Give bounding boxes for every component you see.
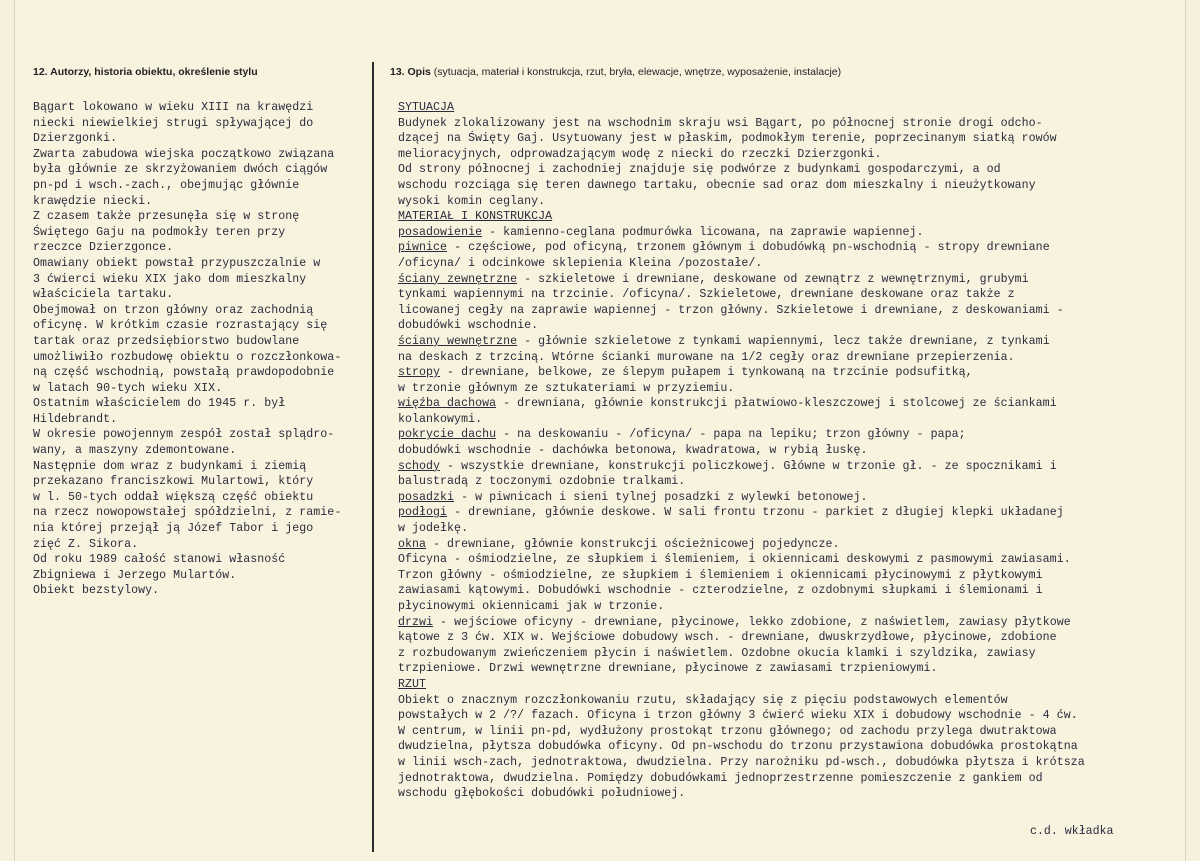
description-line	[398, 755, 1085, 771]
description-text: W centrum, w linii pn-pd, wydłużony prostokąt trzonu głównego; od zachodu przylega dwutraktowa	[398, 724, 1057, 738]
description-text: powstałych w 2 /?/ fazach. Oficyna i trzon główny 3 ćwierć wieku XIX i dobudowy wschodnie - 4 ćw.	[398, 709, 1078, 723]
description-text: w jodełkę.	[398, 522, 469, 536]
description-line	[398, 474, 1085, 490]
description-text: balustradą z toczonymi ozdobnie tralkami.	[398, 475, 686, 489]
description-line	[398, 724, 1085, 740]
description-line	[398, 739, 1085, 755]
history-line: rzeczce Dzierzgonce.	[33, 241, 174, 255]
description-line	[398, 537, 1085, 553]
description-text: - częściowe, pod oficyną, trzonem głównym i dobudówką pn-wschodnią - stropy drewniane	[447, 241, 1050, 255]
description-text: wschodu rozciąga się teren dawnego tartaku, obecnie sad oraz dom mieszkalny i nieużytkowany	[398, 178, 1036, 192]
section-keyword: RZUT	[398, 677, 427, 691]
description-text: licowanej cegły na zaprawie wapiennej - trzon główny. Szkieletowe i drewniane, z deskowaniami -	[398, 303, 1064, 317]
section-keyword: ściany wewnętrzne	[398, 334, 518, 348]
description-line	[398, 459, 1085, 475]
description-line	[398, 490, 1085, 506]
history-line: w latach 90-tych wieku XIX.	[33, 381, 223, 395]
description-line	[398, 272, 1085, 288]
description-text: dwudzielna, płytsza dobudówka oficyny. Od pn-wschodu do trzonu przystawiona dobudówka prostokątna	[398, 740, 1078, 754]
description-line	[398, 396, 1085, 412]
description-text: na deskach z trzciną. Wtórne ścianki murowane na 1/2 cegły oraz drewniane przepierzenia.	[398, 350, 1015, 364]
section-13-title: 13. Opis	[390, 66, 431, 78]
history-line: Hildebrandt.	[33, 412, 118, 426]
history-line: 3 ćwierci wieku XIX jako dom mieszkalny	[33, 272, 307, 286]
description-text: - na deskowaniu - /oficyna/ - papa na lepiku; trzon główny - papa;	[496, 428, 966, 442]
description-text: dzącej na Święty Gaj. Usytuowany jest w płaskim, podmokłym terenie, poprzecinanym siatką rowów	[398, 132, 1057, 146]
description-line	[398, 100, 1085, 116]
description-line	[398, 427, 1085, 443]
description-line	[398, 552, 1085, 568]
section-13-subtitle: (sytuacja, materiał i konstrukcja, rzut, bryła, elewacje, wnętrze, wyposażenie, instalacje)	[433, 66, 842, 78]
description-line	[398, 630, 1085, 646]
description-text: z rozbudowanym zwieńczeniem płycin i naświetlem. Ozdobne okucia klamki i szyldzika, zawiasy	[398, 646, 1036, 660]
description-text: - kamienno-ceglana podmurówka licowana, na zaprawie wapiennej.	[482, 225, 924, 239]
section-keyword: więźba dachowa	[398, 397, 497, 411]
description-line	[398, 116, 1085, 132]
description-line	[398, 443, 1085, 459]
history-line: umożliwiło rozbudowę obiektu o rozczłonkowa-	[33, 350, 342, 364]
description-line	[398, 225, 1085, 241]
description-line	[398, 677, 1085, 693]
description-line	[398, 599, 1085, 615]
description-text: - głównie szkieletowe z tynkami wapiennymi, lecz także drewniane, z tynkami	[517, 334, 1050, 348]
history-line: właściciela tartaku.	[33, 288, 174, 302]
history-line: zięć Z. Sikora.	[33, 537, 139, 551]
description-line	[398, 365, 1085, 381]
section-keyword: okna	[398, 537, 427, 551]
history-line: przekazano franciszkowi Mulartowi, który	[33, 475, 314, 489]
section-keyword: MATERIAŁ I KONSTRUKCJA	[398, 210, 553, 224]
description-text: trzpieniowe. Drzwi wewnętrzne drewniane, płycinowe z zawiasami trzpieniowymi.	[398, 662, 938, 676]
description-text: Od strony północnej i zachodniej znajduje się podwórze z budynkami gospodarczymi, a od	[398, 163, 1001, 177]
history-line: Z czasem także przesunęła się w stronę	[33, 210, 300, 224]
section-12-header: 12. Autorzy, historia obiektu, określenie stylu	[33, 66, 258, 78]
section-keyword: piwnice	[398, 241, 448, 255]
history-line: Bągart lokowano w wieku XIII na krawędzi	[33, 101, 314, 114]
description-line	[398, 521, 1085, 537]
description-text: Trzon główny - ośmiodzielne, ze słupkiem i ślemieniem i okiennicami płycinowymi z płytkowymi	[398, 568, 1043, 582]
description-text: /oficyna/ i odcinkowe sklepienia Kleina /pozostałe/.	[398, 256, 763, 270]
history-line: Zbigniewa i Jerzego Mulartów.	[33, 568, 237, 582]
history-line: wany, a maszyny zdemontowane.	[33, 444, 237, 458]
section-13-header	[390, 66, 841, 78]
description-line	[398, 708, 1085, 724]
history-line: Od roku 1989 całość stanowi własność	[33, 553, 286, 567]
history-line: była głównie ze skrzyżowaniem dwóch ciągów	[33, 163, 328, 177]
history-line: Następnie dom wraz z budynkami i ziemią	[33, 459, 307, 473]
section-keyword: ściany zewnętrzne	[398, 272, 518, 286]
description-text: - drewniana, głównie konstrukcji płatwiowo-kleszczowej i stolcowej ze ściankami	[496, 397, 1057, 411]
description-line	[398, 256, 1085, 272]
history-line: Zwarta zabudowa wiejska początkowo związana	[33, 147, 335, 161]
description-text: kątowe z 3 ćw. XIX w. Wejściowe dobudowy wsch. - drewniane, dwuskrzydłowe, płycinowe, zdobione	[398, 631, 1057, 645]
description-line	[398, 178, 1085, 194]
description-text: Obiekt o znacznym rozczłonkowaniu rzutu, składający się z pięciu podstawowych elementów	[398, 693, 1008, 707]
description-text: kolankowymi.	[398, 412, 483, 426]
description-line	[398, 615, 1085, 631]
description-text: - wszystkie drewniane, konstrukcji policzkowej. Główne w trzonie gł. - ze spocznikami i	[440, 459, 1057, 473]
description-line	[398, 583, 1085, 599]
history-line: niecki niewielkiej strugi spływającej do	[33, 116, 314, 130]
description-text: Oficyna - ośmiodzielne, ze słupkiem i ślemieniem, i okiennicami deskowymi z pasmowymi zawiasami.	[398, 553, 1071, 567]
description-line	[398, 646, 1085, 662]
section-keyword: SYTUACJA	[398, 101, 455, 114]
description-line	[398, 194, 1085, 210]
description-text: - w piwnicach i sieni tylnej posadzki z wylewki betonowej.	[454, 490, 868, 504]
history-line: tartak oraz przedsiębiorstwo budowlane	[33, 334, 300, 348]
description-text: - drewniane, głównie konstrukcji ościeżnicowej pojedyncze.	[426, 537, 840, 551]
section-keyword: schody	[398, 459, 441, 473]
section-keyword: drzwi	[398, 615, 434, 629]
description-line	[398, 131, 1085, 147]
description-text: jednotraktowa, dwudzielna. Pomiędzy dobudówkami jednoprzestrzenne pomieszczenie z gankiem od	[398, 771, 1043, 785]
description-line	[398, 693, 1085, 709]
description-text: - drewniane, belkowe, ze ślepym pułapem i tynkowaną na trzcinie podsufitką,	[440, 366, 973, 380]
description-line	[398, 381, 1085, 397]
history-line: Omawiany obiekt powstał przypuszczalnie w	[33, 256, 321, 270]
description-line	[398, 412, 1085, 428]
description-line	[398, 209, 1085, 225]
description-text: Budynek zlokalizowany jest na wschodnim skraju wsi Bągart, po północnej stronie drogi odcho-	[398, 116, 1043, 130]
description-line	[398, 162, 1085, 178]
section-keyword: stropy	[398, 366, 441, 380]
section-keyword: posadzki	[398, 490, 455, 504]
history-line: Dzierzgonki.	[33, 132, 118, 146]
description-text: zawiasami kątowymi. Dobudówki wschodnie - czterodzielne, z ozdobnymi słupkami i ślemionami i	[398, 584, 1043, 598]
description-text: dobudówki wschodnie - dachówka betonowa, kwadratowa, w rybią łuskę.	[398, 444, 868, 458]
description-text-column	[398, 100, 1085, 802]
history-line: W okresie powojennym zespół został splądro-	[33, 428, 335, 442]
description-line	[398, 568, 1085, 584]
description-line	[398, 303, 1085, 319]
history-line: Ostatnim właścicielem do 1945 r. był	[33, 397, 286, 411]
description-text: - wejściowe oficyny - drewniane, płycinowe, lekko zdobione, z naświetlem, zawiasy płytkowe	[433, 615, 1071, 629]
description-line	[398, 240, 1085, 256]
description-text: - drewniane, głównie deskowe. W sali frontu trzonu - parkiet z długiej klepki układanej	[447, 506, 1064, 520]
description-line	[398, 661, 1085, 677]
description-line	[398, 334, 1085, 350]
description-line	[398, 147, 1085, 163]
history-line: w l. 50-tych oddał większą część obiektu	[33, 490, 314, 504]
description-text: wschodu głębokości dobudówki południowej.	[398, 787, 686, 801]
history-line: nia której przejął ją Józef Tabor i jego	[33, 522, 314, 536]
description-text: dobudówki wschodnie.	[398, 319, 539, 333]
section-keyword: posadowienie	[398, 225, 483, 239]
history-line: pn-pd i wsch.-zach., obejmując głównie	[33, 178, 300, 192]
description-line	[398, 505, 1085, 521]
description-line	[398, 318, 1085, 334]
description-text: w linii wsch-zach, jednotraktowa, dwudzielna. Przy narożniku pd-wsch., dobudówka płytsza i krótsza	[398, 755, 1085, 769]
description-text: - szkieletowe i drewniane, deskowane od zewnątrz z wewnętrznymi, grubymi	[517, 272, 1029, 286]
description-line	[398, 350, 1085, 366]
history-line: oficynę. W krótkim czasie rozrastający się	[33, 319, 328, 333]
description-text: melioracyjnych, odprowadzającym wodę z niecki do rzeczki Dzierzgonki.	[398, 147, 882, 161]
history-text-column	[33, 100, 341, 599]
history-line: Obejmował on trzon główny oraz zachodnią	[33, 303, 314, 317]
column-divider	[372, 62, 374, 852]
section-keyword: pokrycie dachu	[398, 428, 497, 442]
description-line	[398, 786, 1085, 802]
description-text: wysoki komin ceglany.	[398, 194, 546, 208]
history-line: na rzecz nowopowstałej spółdzielni, z ramie-	[33, 506, 342, 520]
description-text: płycinowymi okiennicami jak w trzonie.	[398, 600, 665, 613]
section-keyword: podłogi	[398, 506, 448, 520]
description-text: tynkami wapiennymi na trzcinie. /oficyna/. Szkieletowe, drewniane deskowane oraz także z	[398, 288, 1015, 302]
description-text: w trzonie głównym ze sztukateriami w przyziemiu.	[398, 381, 735, 395]
description-line	[398, 771, 1085, 787]
description-line	[398, 287, 1085, 303]
history-line: Obiekt bezstylowy.	[33, 584, 160, 598]
continuation-note: c.d. wkładka	[1030, 825, 1114, 838]
history-line: Świętego Gaju na podmokły teren przy	[33, 225, 286, 239]
history-line: ną część wschodnią, powstałą prawdopodobnie	[33, 366, 335, 380]
history-line: krawędzie niecki.	[33, 194, 153, 208]
